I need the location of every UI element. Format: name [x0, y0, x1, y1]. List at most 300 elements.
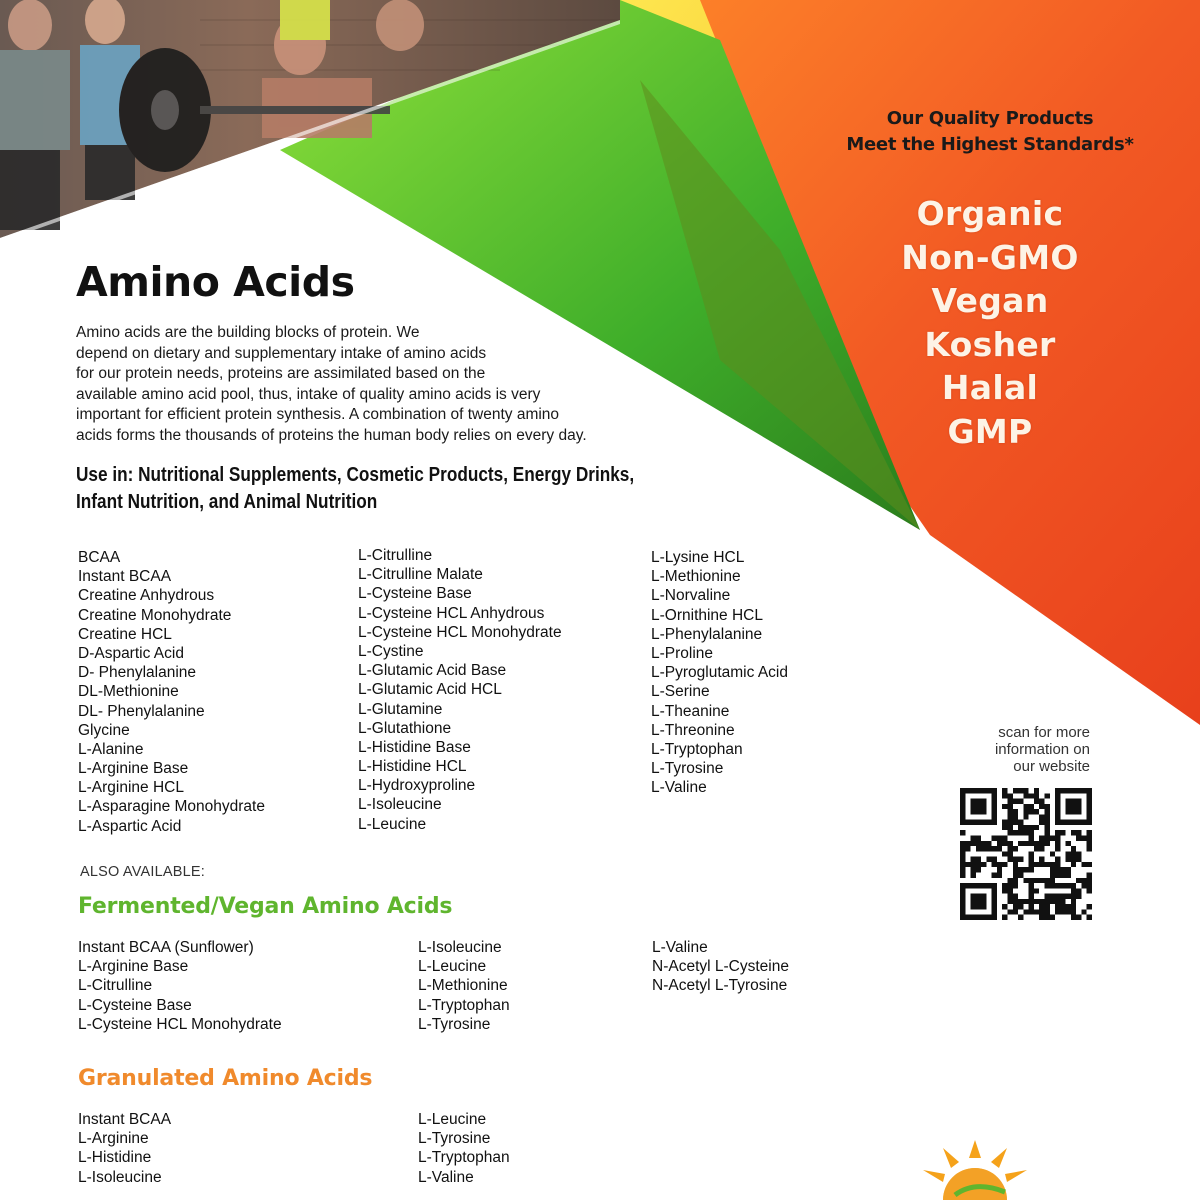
qr-module — [1066, 857, 1071, 862]
qr-module — [1023, 878, 1028, 883]
qr-module — [1013, 788, 1018, 793]
qr-module — [1008, 909, 1013, 914]
intro-line: acids forms the thousands of proteins the human body relies on every day. — [76, 426, 587, 444]
sun-logo-icon — [915, 1140, 1035, 1200]
qr-module — [1055, 909, 1060, 914]
qr-module — [976, 846, 981, 851]
qr-module — [1034, 793, 1039, 798]
qr-module — [1039, 814, 1044, 819]
list-item: L-Histidine — [78, 1149, 152, 1167]
list-item: Glycine — [78, 721, 130, 739]
qr-module — [1002, 793, 1007, 798]
qr-module — [1013, 899, 1018, 904]
qr-module — [1076, 836, 1081, 841]
list-item: L-Arginine HCL — [78, 779, 184, 797]
qr-module — [960, 862, 965, 867]
qr-module — [1050, 867, 1055, 872]
qr-module — [1066, 909, 1071, 914]
qr-module — [976, 836, 981, 841]
quality-line-2: Meet the Highest Standards* — [846, 134, 1134, 155]
qr-module — [1050, 836, 1055, 841]
qr-module — [1029, 909, 1034, 914]
scan-caption — [940, 724, 1090, 775]
qr-module — [1055, 899, 1060, 904]
qr-module — [1023, 825, 1028, 830]
granulated-section-title: Granulated Amino Acids — [78, 1066, 373, 1091]
qr-module — [960, 867, 965, 872]
qr-module — [1034, 878, 1039, 883]
qr-module — [1044, 899, 1049, 904]
qr-module — [1055, 894, 1060, 899]
list-item: L-Proline — [651, 644, 714, 662]
qr-module — [971, 862, 976, 867]
qr-module — [1034, 909, 1039, 914]
qr-module — [1039, 904, 1044, 909]
qr-module — [1018, 799, 1023, 804]
qr-module — [1076, 888, 1081, 893]
qr-module — [981, 846, 986, 851]
qr-module — [1087, 904, 1092, 909]
qr-module — [1018, 904, 1023, 909]
qr-module — [1018, 899, 1023, 904]
qr-module — [1044, 878, 1049, 883]
qr-module — [1008, 820, 1013, 825]
qr-module — [971, 872, 976, 877]
qr-module — [1071, 899, 1076, 904]
qr-finder-module — [1066, 799, 1082, 815]
qr-module — [1034, 899, 1039, 904]
qr-module — [997, 836, 1002, 841]
qr-module — [1029, 841, 1034, 846]
qr-module — [1008, 804, 1013, 809]
qr-module — [1002, 841, 1007, 846]
qr-module — [1066, 883, 1071, 888]
qr-module — [1087, 888, 1092, 893]
list-item: L-Isoleucine — [418, 939, 502, 956]
qr-module — [1023, 814, 1028, 819]
scan-line: scan for more — [998, 724, 1090, 741]
qr-module — [1076, 851, 1081, 856]
qr-module — [1044, 825, 1049, 830]
also-available-label: ALSO AVAILABLE: — [80, 864, 205, 880]
qr-module — [1029, 867, 1034, 872]
fermented-list-column-2 — [418, 938, 510, 1034]
qr-module — [1076, 878, 1081, 883]
qr-module — [1034, 841, 1039, 846]
qr-module — [1081, 836, 1086, 841]
qr-module — [1071, 851, 1076, 856]
qr-module — [1044, 830, 1049, 835]
qr-module — [960, 846, 965, 851]
qr-module — [1029, 862, 1034, 867]
qr-module — [1044, 809, 1049, 814]
fermented-list-column-1 — [78, 938, 282, 1034]
qr-module — [1071, 909, 1076, 914]
qr-module — [1060, 830, 1065, 835]
qr-module — [1060, 899, 1065, 904]
list-item: L-Histidine Base — [358, 738, 471, 756]
qr-module — [1071, 888, 1076, 893]
qr-module — [1013, 909, 1018, 914]
list-item: L-Tryptophan — [418, 1149, 510, 1167]
intro-line: available amino acid pool, thus, intake of quality amino acids is very — [76, 385, 541, 403]
list-item: D- Phenylalanine — [78, 664, 197, 682]
qr-module — [1087, 862, 1092, 867]
cert-gmp: GMP — [947, 411, 1033, 451]
qr-module — [1087, 915, 1092, 920]
list-item: L-Cysteine Base — [358, 585, 472, 603]
qr-module — [1013, 878, 1018, 883]
qr-module — [1039, 862, 1044, 867]
use-in-line: Infant Nutrition, and Animal Nutrition — [76, 491, 378, 513]
qr-module — [1023, 867, 1028, 872]
qr-module — [960, 830, 965, 835]
qr-module — [1076, 894, 1081, 899]
list-item: N-Acetyl L-Tyrosine — [652, 977, 788, 995]
list-item: DL- Phenylalanine — [78, 702, 205, 720]
qr-module — [1071, 830, 1076, 835]
qr-module — [1044, 883, 1049, 888]
qr-module — [1018, 867, 1023, 872]
qr-module — [1050, 915, 1055, 920]
qr-module — [1018, 841, 1023, 846]
qr-module — [1008, 799, 1013, 804]
qr-module — [1066, 904, 1071, 909]
qr-module — [1018, 857, 1023, 862]
qr-module — [1071, 915, 1076, 920]
qr-module — [1055, 841, 1060, 846]
qr-module — [1060, 904, 1065, 909]
list-item: L-Hydroxyproline — [358, 777, 476, 795]
qr-module — [1060, 909, 1065, 914]
list-item: L-Lysine HCL — [651, 549, 745, 566]
qr-module — [960, 872, 965, 877]
list-item: L-Norvaline — [651, 587, 731, 605]
qr-module — [1039, 915, 1044, 920]
qr-module — [1055, 867, 1060, 872]
qr-module — [1023, 804, 1028, 809]
list-item: L-Cysteine Base — [78, 996, 192, 1014]
list-item: L-Serine — [651, 683, 710, 701]
list-item: BCAA — [78, 549, 121, 566]
qr-module — [1044, 820, 1049, 825]
qr-module — [1081, 862, 1086, 867]
page-title: Amino Acids — [76, 258, 355, 306]
list-item: L-Leucine — [418, 958, 487, 976]
qr-module — [1055, 846, 1060, 851]
list-item: L-Leucine — [358, 815, 427, 833]
list-item: L-Citrulline — [78, 977, 153, 995]
qr-module — [1023, 793, 1028, 798]
qr-module — [1066, 872, 1071, 877]
qr-module — [1039, 836, 1044, 841]
qr-module — [1013, 846, 1018, 851]
qr-module — [986, 841, 991, 846]
qr-module — [1029, 878, 1034, 883]
qr-module — [1013, 894, 1018, 899]
fermented-list-column-3 — [652, 938, 789, 996]
qr-module — [992, 836, 997, 841]
list-item: L-Tyrosine — [651, 760, 724, 778]
cert-organic: Organic — [916, 194, 1064, 233]
list-item: L-Methionine — [418, 977, 508, 995]
qr-module — [1050, 883, 1055, 888]
qr-module — [1008, 830, 1013, 835]
intro-line: for our protein needs, proteins are assimilated based on the — [76, 365, 486, 383]
qr-module — [1008, 851, 1013, 856]
intro-line: Amino acids are the building blocks of protein. We — [76, 324, 420, 341]
qr-module — [1050, 872, 1055, 877]
qr-module — [1087, 878, 1092, 883]
qr-module — [1060, 883, 1065, 888]
qr-module — [1081, 878, 1086, 883]
qr-module — [1055, 857, 1060, 862]
qr-module — [992, 862, 997, 867]
list-item: L-Tyrosine — [418, 1130, 491, 1148]
qr-module — [1044, 909, 1049, 914]
qr-module — [1066, 867, 1071, 872]
qr-module — [1071, 846, 1076, 851]
qr-module — [1029, 899, 1034, 904]
list-item: D-Aspartic Acid — [78, 644, 184, 662]
qr-module — [1002, 904, 1007, 909]
qr-module — [1034, 888, 1039, 893]
quality-line-1: Our Quality Products — [886, 108, 1094, 129]
qr-module — [1013, 809, 1018, 814]
qr-module — [1044, 894, 1049, 899]
qr-module — [1055, 830, 1060, 835]
qr-module — [1060, 872, 1065, 877]
qr-module — [1087, 883, 1092, 888]
qr-module — [1087, 836, 1092, 841]
qr-module — [1050, 894, 1055, 899]
scan-line: our website — [1013, 758, 1090, 775]
intro-line: depend on dietary and supplementary intake of amino acids — [76, 344, 487, 362]
qr-module — [1055, 862, 1060, 867]
list-item: Creatine HCL — [78, 625, 172, 643]
qr-module — [1034, 825, 1039, 830]
qr-finder-module — [971, 799, 987, 815]
qr-finder-module — [971, 894, 987, 910]
qr-module — [1087, 830, 1092, 835]
qr-module — [997, 862, 1002, 867]
qr-module — [1039, 899, 1044, 904]
list-item: L-Valine — [651, 779, 707, 797]
cert-halal: Halal — [941, 368, 1039, 407]
qr-module — [997, 841, 1002, 846]
list-item: L-Tryptophan — [651, 740, 743, 758]
qr-module — [1044, 915, 1049, 920]
qr-module — [1029, 793, 1034, 798]
qr-module — [976, 857, 981, 862]
qr-module — [1008, 814, 1013, 819]
qr-module — [1008, 825, 1013, 830]
qr-module — [1008, 894, 1013, 899]
qr-module — [1050, 899, 1055, 904]
qr-module — [1023, 909, 1028, 914]
qr-module — [1076, 830, 1081, 835]
list-item: L-Theanine — [651, 702, 730, 720]
qr-module — [992, 846, 997, 851]
qr-module — [965, 846, 970, 851]
qr-module — [1029, 883, 1034, 888]
qr-module — [1029, 888, 1034, 893]
qr-module — [1008, 857, 1013, 862]
list-item: L-Asparagine Monohydrate — [78, 798, 265, 816]
qr-module — [1066, 841, 1071, 846]
qr-module — [971, 867, 976, 872]
qr-module — [1087, 841, 1092, 846]
qr-module — [997, 872, 1002, 877]
qr-module — [1029, 851, 1034, 856]
qr-module — [1076, 857, 1081, 862]
list-item: L-Isoleucine — [358, 796, 442, 814]
qr-module — [1023, 809, 1028, 814]
product-list-column-1 — [78, 548, 265, 836]
qr-module — [1013, 867, 1018, 872]
list-item: Creatine Monohydrate — [78, 606, 232, 624]
qr-module — [1002, 851, 1007, 856]
qr-module — [1044, 814, 1049, 819]
quality-statement — [820, 106, 1160, 158]
list-item: L-Cysteine HCL Monohydrate — [358, 623, 562, 641]
qr-module — [1081, 909, 1086, 914]
qr-module — [1008, 888, 1013, 893]
list-item: L-Glutamic Acid HCL — [358, 681, 502, 699]
list-item: L-Pyroglutamic Acid — [651, 664, 788, 682]
qr-code-icon[interactable] — [960, 788, 1092, 920]
qr-module — [986, 857, 991, 862]
qr-module — [1034, 862, 1039, 867]
list-item: L-Aspartic Acid — [78, 817, 182, 835]
list-item: L-Tryptophan — [418, 996, 510, 1014]
qr-module — [1029, 830, 1034, 835]
qr-module — [976, 841, 981, 846]
qr-module — [1023, 841, 1028, 846]
qr-module — [965, 841, 970, 846]
list-item: L-Cysteine HCL Anhydrous — [358, 604, 545, 622]
qr-module — [1002, 836, 1007, 841]
qr-module — [1029, 836, 1034, 841]
qr-module — [1002, 888, 1007, 893]
list-item: L-Glutathione — [358, 719, 452, 737]
list-item: L-Glutamic Acid Base — [358, 662, 507, 680]
qr-module — [1034, 788, 1039, 793]
qr-module — [1002, 804, 1007, 809]
qr-module — [1034, 846, 1039, 851]
list-item: N-Acetyl L-Cysteine — [652, 958, 789, 976]
qr-module — [1029, 804, 1034, 809]
qr-module — [1002, 825, 1007, 830]
qr-module — [1066, 851, 1071, 856]
list-item: L-Arginine — [78, 1130, 149, 1148]
qr-module — [1039, 878, 1044, 883]
qr-module — [1039, 799, 1044, 804]
qr-module — [1002, 788, 1007, 793]
list-item: L-Leucine — [418, 1111, 487, 1128]
qr-module — [1018, 872, 1023, 877]
granulated-list-column-2 — [418, 1110, 510, 1187]
qr-module — [1071, 857, 1076, 862]
qr-module — [1029, 894, 1034, 899]
qr-module — [971, 841, 976, 846]
qr-module — [1008, 809, 1013, 814]
qr-module — [1002, 883, 1007, 888]
qr-module — [1034, 809, 1039, 814]
qr-module — [1044, 836, 1049, 841]
list-item: L-Methionine — [651, 568, 741, 586]
scan-line: information on — [994, 741, 1090, 758]
list-item: Instant BCAA — [78, 568, 172, 586]
qr-module — [1029, 857, 1034, 862]
list-item: L-Isoleucine — [78, 1168, 162, 1186]
qr-module — [1018, 825, 1023, 830]
qr-module — [986, 846, 991, 851]
cert-non-gmo: Non-GMO — [901, 237, 1079, 277]
qr-module — [1050, 878, 1055, 883]
qr-module — [1044, 793, 1049, 798]
list-item: DL-Methionine — [78, 683, 179, 701]
qr-module — [1002, 820, 1007, 825]
list-item: L-Cysteine HCL Monohydrate — [78, 1015, 282, 1033]
qr-module — [992, 872, 997, 877]
list-item: L-Glutamine — [358, 700, 443, 718]
qr-module — [971, 836, 976, 841]
qr-module — [1018, 830, 1023, 835]
qr-module — [1044, 841, 1049, 846]
qr-module — [965, 862, 970, 867]
qr-module — [1060, 894, 1065, 899]
qr-module — [1060, 867, 1065, 872]
qr-module — [1013, 799, 1018, 804]
product-list-column-2 — [358, 546, 562, 834]
qr-module — [1039, 820, 1044, 825]
qr-module — [1013, 883, 1018, 888]
qr-module — [1023, 830, 1028, 835]
qr-module — [992, 857, 997, 862]
qr-module — [1044, 804, 1049, 809]
qr-module — [1071, 894, 1076, 899]
list-item: L-Phenylalanine — [651, 625, 763, 643]
qr-module — [1076, 915, 1081, 920]
qr-module — [981, 862, 986, 867]
list-item: L-Arginine Base — [78, 958, 189, 976]
qr-module — [1018, 788, 1023, 793]
list-item: L-Arginine Base — [78, 760, 189, 778]
intro-paragraph — [76, 323, 628, 447]
qr-module — [1023, 788, 1028, 793]
qr-module — [1087, 872, 1092, 877]
list-item: L-Valine — [418, 1168, 474, 1186]
list-item: Creatine Anhydrous — [78, 587, 215, 605]
list-item: Instant BCAA (Sunflower) — [78, 939, 254, 956]
qr-module — [960, 841, 965, 846]
qr-module — [1008, 883, 1013, 888]
qr-module — [1008, 841, 1013, 846]
intro-line: important for efficient protein synthesis. A combination of twenty amino — [76, 406, 560, 424]
qr-module — [1013, 872, 1018, 877]
list-item: L-Ornithine HCL — [651, 606, 763, 624]
qr-module — [1034, 799, 1039, 804]
qr-module — [976, 867, 981, 872]
qr-module — [1071, 904, 1076, 909]
qr-module — [1055, 883, 1060, 888]
cert-kosher: Kosher — [924, 324, 1056, 364]
qr-module — [1044, 862, 1049, 867]
qr-module — [1050, 851, 1055, 856]
list-item: Instant BCAA — [78, 1111, 172, 1128]
fermented-section-title: Fermented/Vegan Amino Acids — [78, 894, 453, 919]
